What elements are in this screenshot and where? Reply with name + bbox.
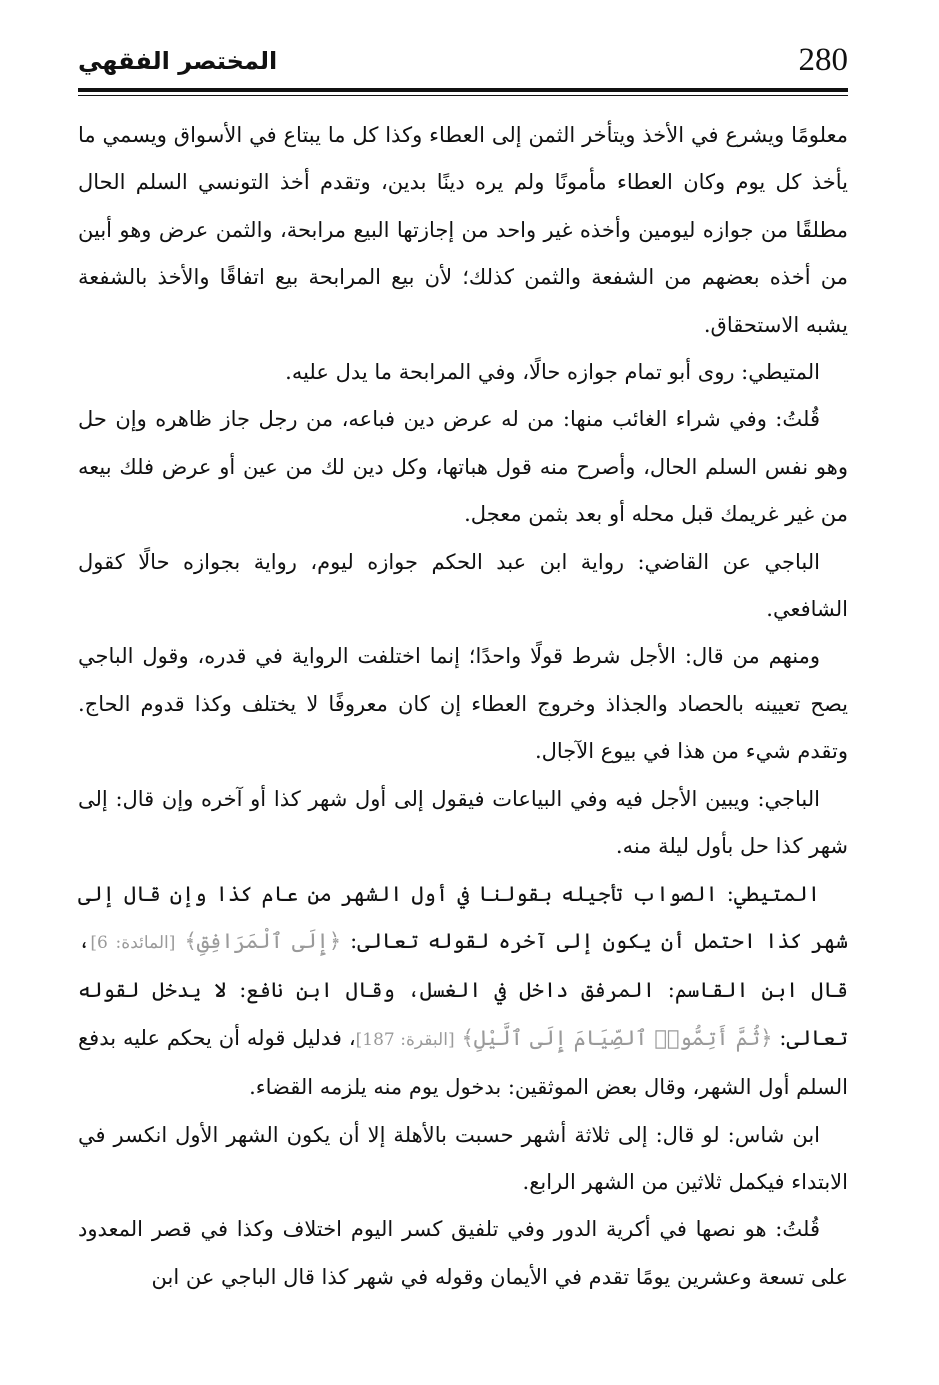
body-text bbox=[78, 112, 848, 1362]
paragraph-3: قُلتُ: وفي شراء الغائب منها: من له عرض دين فباعه، من رجل جاز ظاهره وإن حل وهو نفس السلم الحال، وأصرح منه قول هباتها، وكل دين لك من عين أو عرض فلك بيعه من غير غريمك قبل محله أو بعد بثمن معجل. bbox=[78, 407, 848, 527]
paragraph-8: ابن شاس: لو قال: إلى ثلاثة أشهر حسبت بالأهلة إلا أن يكون الشهر الأول انكسر في الابتداء فيكمل ثلاثين من الشهر الرابع. bbox=[78, 1122, 848, 1194]
page-header bbox=[78, 38, 848, 88]
paragraph-9: قُلتُ: هو نصها في أكرية الدور وفي تلفيق كسر اليوم اختلاف وكذا في قصر المعدود على تسعة وعشرين يومًا تقدم في الأيمان وقوله في شهر كذا قال الباجي عن ابن bbox=[78, 1217, 848, 1289]
verse-reference-2: [البقرة: 187] bbox=[355, 1029, 455, 1050]
header-rule-thick bbox=[78, 88, 848, 92]
paragraph-4: الباجي عن القاضي: رواية ابن عبد الحكم جوازه ليوم، رواية بجوازه حالًا كقول الشافعي. bbox=[78, 549, 848, 622]
quran-quote-2: ﴿ثُمَّ أَتِمُّوا۟ ٱلصِّيَامَ إِلَى ٱلَّيْلِ﴾ bbox=[461, 1025, 773, 1050]
paragraph-7 bbox=[78, 871, 848, 1112]
paragraph-7-text-middle: ، قال ابن القاسم: المرفق داخل في الغسل، وقال ابن نافع: لا يدخل لقوله تعالى: bbox=[78, 928, 848, 1050]
verse-reference-1: [المائدة: 6] bbox=[90, 932, 176, 953]
paragraph-7-text-after: ، فدليل قوله أن يحكم عليه بدفع السلم أول الشهر، وقال بعض الموثقين: بدخول يوم منه يلزمه القضاء. bbox=[78, 1025, 848, 1100]
paragraph-6: الباجي: ويبين الأجل فيه وفي البياعات فيقول إلى أول شهر كذا أو آخره وإن قال: إلى شهر كذا حل بأول ليلة منه. bbox=[78, 786, 848, 859]
book-title: المختصر الفقهي bbox=[78, 47, 278, 75]
header-rule-thin bbox=[78, 95, 848, 96]
paragraph-2: المتيطي: روى أبو تمام جوازه حالًا، وفي المرابحة ما يدل عليه. bbox=[285, 360, 820, 385]
page-number: 280 bbox=[798, 42, 848, 78]
quran-quote-1: ﴿إِلَى ٱلْمَرَافِقِ﴾ bbox=[184, 928, 342, 953]
paragraph-7-text-before: المتيطي: الصواب تأجيله بقولنا في أول الشهر من عام كذا وإن قال إلى شهر كذا احتمل أن يكون إلى آخره لقوله تعالى: bbox=[78, 881, 848, 953]
paragraph-5: ومنهم من قال: الأجل شرط قولًا واحدًا؛ إنما اختلفت الرواية في قدره، وقول الباجي يصح تعيينه بالحصاد والجذاذ وخروج العطاء إن كان معروفًا لا يختلف وكذا قدوم الحاج. وتقدم شيء من هذا في بيوع الآجال. bbox=[78, 644, 848, 764]
paragraph-1: معلومًا ويشرع في الأخذ ويتأخر الثمن إلى العطاء وكذا كل ما يبتاع في الأسواق ويسمي ما يأخذ كل يوم وكان العطاء مأمونًا ولم يره دينًا بدين، وتقدم أخذ التونسي السلم الحال مطلقًا من جوازه ليومين وأخذه غير واحد من إجازتها البيع مرابحة، والثمن عرض وهو أبين من أخذه بعضهم من الشفعة والثمن كذلك؛ لأن بيع المرابحة بيع اتفاقًا والأخذ بالشفعة يشبه الاستحقاق. bbox=[78, 123, 848, 337]
